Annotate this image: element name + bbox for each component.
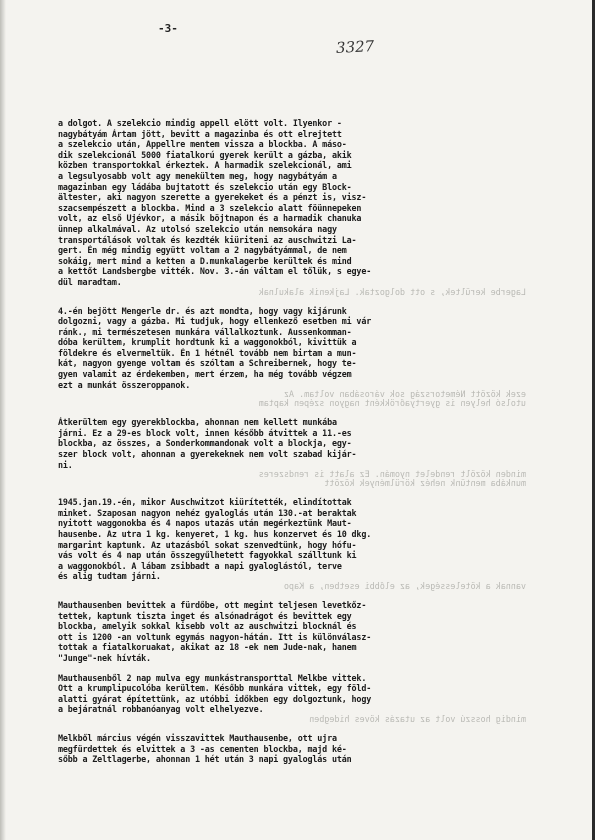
paragraph [58, 497, 526, 591]
show-through-text: utolsó helyen is gyertyaőrökként nagyon szépen kaptam [258, 399, 526, 409]
text-line: magazinban egy ládába bujtatott és szelekcio után egy Block- [58, 181, 352, 192]
text-line: vás volt és 4 nap után összegyűlhetett fagyokkal szálltunk ki [58, 550, 357, 561]
text-line: ezt a munkát összeroppanok. [58, 379, 191, 390]
paragraph [58, 118, 526, 297]
text-line: dül maradtam. [58, 276, 122, 287]
text-line: sokáig, mert mind a ketten a D.munkalagerbe kerültek és mind [58, 255, 352, 266]
text-line: a legsulyosabb volt agy menekültem meg, hogy nagybátyám a [58, 170, 337, 181]
show-through-text: vannak a kötelességek, az előbbi esetben, a Kapo [283, 581, 526, 591]
text-line: dolgozni, vagy a gázba. Mi tudjuk, hogy ellenkező esetben mi vár [58, 316, 372, 327]
text-line: dóba kerültem, krumplit hordtunk ki a waggonokból, kivittük a [58, 337, 357, 348]
text-line: tettek, kaptunk tiszta inget és alsónadrágot és bevittek egy [58, 610, 352, 621]
text-line: ältester, aki nagyon szerette a gyerekeket és a pénzt is, visz- [58, 192, 367, 203]
text-line: a szelekcio után, Appellre mentem vissza a blockba. A máso- [58, 139, 347, 150]
text-line: "Junge"-nek hívták. [58, 652, 151, 663]
show-through-text: Lagerbe kerültek, s ott dolgoztak. Lajkenik alakulnak [258, 287, 526, 297]
paragraph [58, 306, 526, 409]
text-line: gyen valamit az érdekemben, mert érzem, ha még tovább végzem [58, 369, 352, 380]
text-line: Ott a krumplipucolóba kerültem. Később munkára vittek, egy föld- [58, 683, 372, 694]
text-line: nyitott waggonokba és 4 napos utazás után megérkeztünk Maut- [58, 518, 352, 529]
text-line: 4.-én bejött Mengerle dr. és azt mondta, hogy vagy kijárunk [58, 305, 347, 316]
text-line: a dolgot. A szelekcio mindig appell elött volt. Ilyenkor - [58, 118, 342, 128]
text-line: nagybátyám Ártam jött, bevitt a magazinba és ott elrejtett [58, 128, 342, 139]
text-line: volt, az első Ujévkor, a másik böjtnapon és a harmadik chanuka [58, 213, 362, 224]
text-line: blockba, amelyik sokkal kisebb volt az auschwitzi blocknál és [58, 621, 357, 632]
paragraph [58, 600, 526, 664]
text-line: földekre és elvermeltük. Én 1 hétnél tovább nem birtam a mun- [58, 347, 357, 358]
text-line: 1945.jan.19.-én, mikor Auschwitzot kiürítették, elindítottak [58, 497, 352, 508]
text-line: szacsempészett a blockba. Mind a 3 szelekcio alatt föünnepeken [58, 202, 362, 213]
show-through-text: minden közölt rendelet nyomán. Ez alatt is rendszeres [258, 470, 526, 480]
text-line: ünnep alkalmával. Az utolsó szelekcio után nemsokára nagy [58, 223, 337, 234]
text-line: gert. Én még mindig együtt voltam a 2 nagybátyámmal, de nem [58, 245, 347, 256]
text-line: ni. [58, 459, 73, 470]
text-line: a kettőt Landsbergbe vitték. Nov. 3.-án váltam el tőlük, s egye- [58, 266, 372, 277]
text-line: dik szelekcionál 5000 fiatalkorú gyerek került a gázba, akik [58, 149, 352, 160]
paragraph [58, 673, 526, 724]
paragraph [58, 417, 526, 488]
text-line: sőbb a Zeltlagerbe, ahonnan 1 hét után 3 napi gyaloglás után [58, 754, 352, 765]
text-line: megfürdettek és elvittek a 3 -as cementen blockba, majd ké- [58, 743, 347, 754]
text-line: blockba, az összes, a Sonderkommandonak volt a blockja, egy- [58, 438, 352, 449]
text-line: Mauthausenből 2 nap mulva egy munkástransporttal Melkbe vittek. [58, 672, 367, 683]
page-number: -3- [158, 22, 178, 35]
text-line: a waggonokból. A lábam zsibbadt a napi gyaloglástól, terve [58, 560, 342, 571]
typewritten-body [58, 118, 526, 774]
text-line: a bejáratnál robbanóanyag volt elhelyezve. [58, 704, 264, 715]
text-line: ott is 1200 -an voltunk egymás nagyon-hátán. Itt is különválasz- [58, 631, 372, 642]
paragraph [58, 733, 526, 765]
text-line: tottak a fiatalkoruakat, akikat az 18 -ek nem Jude-nak, hanem [58, 642, 357, 653]
text-line: hausenbe. Az utra 1 kg. kenyeret, 1 kg. hus konzervet és 10 dkg. [58, 529, 372, 539]
text-line: Mauthausenben bevittek a fürdőbe, ott megint teljesen levetkőz- [58, 599, 367, 610]
show-through-text: ezek között Németország sok városában voltam. Az [283, 390, 526, 400]
scan-edge [0, 0, 6, 840]
text-line: és alig tudtam járni. [58, 571, 161, 582]
text-line: szer block volt, ahonnan a gyerekeknek nem volt szabad kijár- [58, 449, 357, 460]
text-line: járni. Ez a 29-es block volt, innen később átvittek a 11.-es [58, 427, 352, 438]
text-line: alatti gyárat építettünk, az utóbbi időkben egy dolgoztunk, hogy [58, 693, 372, 704]
show-through-text: munkába mentünk nehéz körülmények között [324, 479, 526, 489]
text-line: ránk., mi természetesen munkára vállalkoztunk. Aussenkomman- [58, 326, 352, 337]
handwritten-archive-number: 3327 [335, 37, 375, 57]
text-line: kát, nagyon gyenge voltam és szóltam a Schreibernek, hogy te- [58, 358, 357, 369]
text-line: margarint kaptunk. Az utazásból sokat szenvedtünk, hogy hófu- [58, 539, 357, 550]
show-through-text: mindig hosszú volt az utazás köves hidegben [309, 714, 526, 724]
text-line: közben transportokkal érkeztek. A harmadik szelekcionál, ami [58, 160, 352, 171]
text-line: Melkből március végén visszavittek Mauthausenbe, ott ujra [58, 732, 337, 743]
text-line: Átkerültem egy gyerekblockba, ahonnan nem kellett munkába [58, 417, 337, 428]
text-line: minket. Szaposan nagyon nehéz gyaloglás után 130.-at beraktak [58, 507, 357, 518]
text-line: transportálások voltak és kezdték kiüriteni az auschwitzi La- [58, 234, 357, 245]
